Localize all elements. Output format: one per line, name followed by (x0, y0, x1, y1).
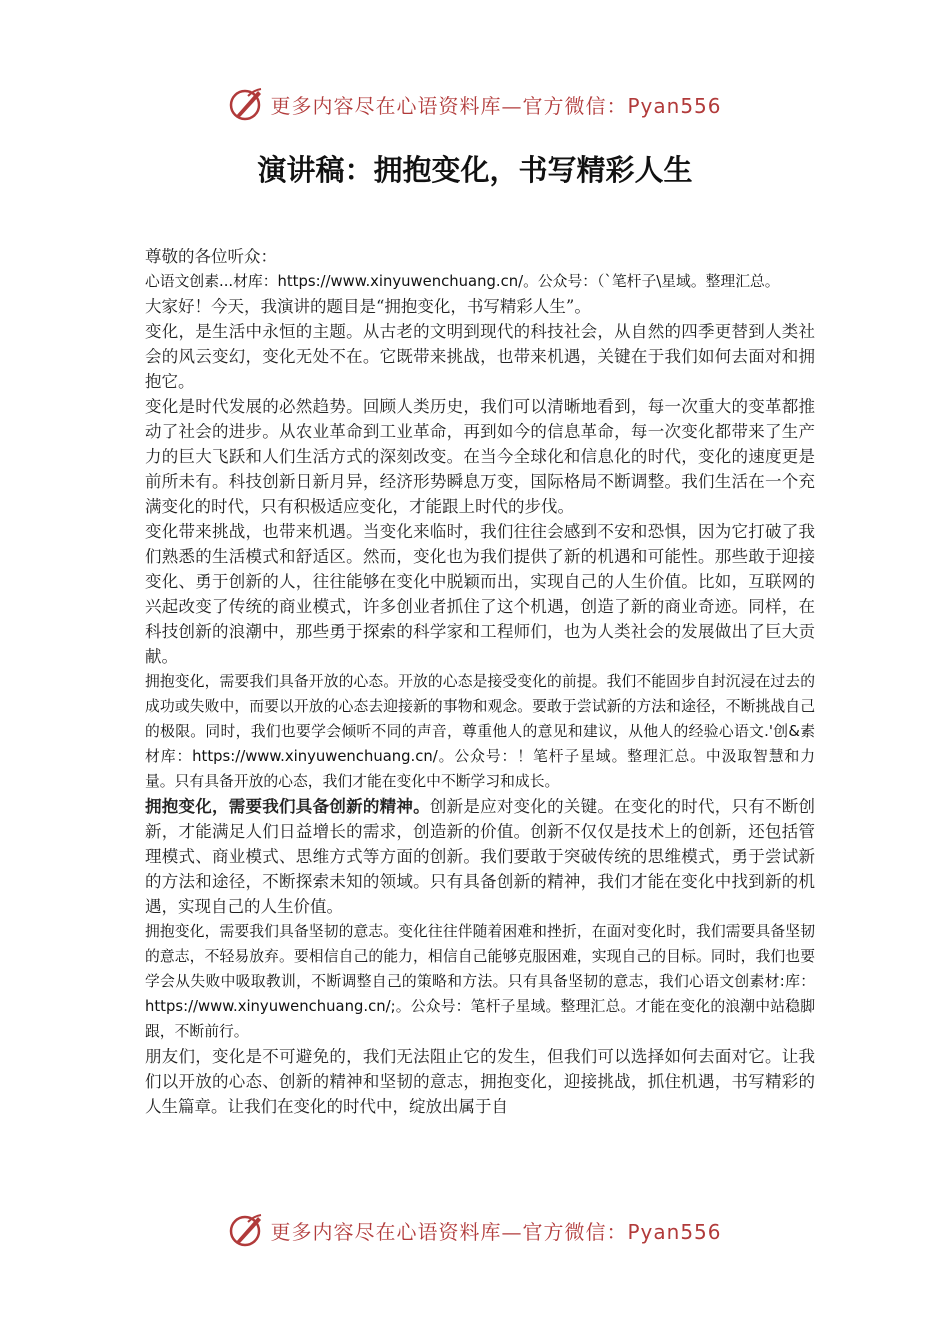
paragraph-change-theme: 变化，是生活中永恒的主题。从古老的文明到现代的科技社会，从自然的四季更替到人类社会的风云变幻，变化无处不在。它既带来挑战，也带来机遇，关键在于我们如何去面对和拥抱它。 (145, 322, 815, 391)
paragraph-innovation-text: 创新是应对变化的关键。在变化的时代，只有不断创新，才能满足人们日益增长的需求，创造新的价值。创新不仅仅是技术上的创新，还包括管理模式、商业模式、思维方式等方面的创新。我们要敢于突破传统的思维模式，勇于尝试新的方法和途径，不断探索未知的领域。只有具备创新的精神，我们才能在变化中找到新的机遇，实现自己的人生价值。 (145, 797, 816, 916)
speech-body (145, 244, 815, 1119)
page-title: 演讲稿：拥抱变化，书写精彩人生 (257, 153, 693, 187)
footer-banner (0, 1210, 950, 1250)
quill-logo-icon (228, 86, 264, 122)
watermark-note-1: 心语文创素...材库：https://www.xinyuwenchuang.cn/。公众号：（`笔杆子\星域。整理汇总。 (145, 273, 780, 290)
header-banner (0, 84, 950, 124)
paragraph-innovation (145, 794, 815, 919)
salutation: 尊敬的各位听众： (145, 247, 277, 266)
banner-text (270, 1216, 721, 1245)
paragraph-perseverance: 拥抱变化，需要我们具备坚韧的意志。变化往往伴随着困难和挫折，在面对变化时，我们需要具备坚韧的意志，不轻易放弃。要相信自己的能力，相信自己能够克服困难，实现自己的目标。同时，我们也要学会从失败中吸取教训，不断调整自己的策略和方法。只有具备坚韧的意志，我们心语文创素材:库：https://www.xinyuwenchuang.cn/;。公众号：笔杆子星域。整理汇总。才能在变化的浪潮中站稳脚跟，不断前行。 (145, 923, 815, 1040)
banner-wechat-id: Pyan556 (627, 1219, 722, 1244)
banner-text (270, 90, 721, 119)
paragraph-open-mind: 拥抱变化，需要我们具备开放的心态。开放的心态是接受变化的前提。我们不能固步自封沉浸在过去的成功或失败中，而要以开放的心态去迎接新的事物和观念。要敢于尝试新的方法和途径，不断挑战自己的极限。同时，我们也要学会倾听不同的声音，尊重他人的意见和建议，从他人的经验心语文.'创&素材库：https://www.xinyuwenchuang.cn/。公众号：！笔杆子星域。整理汇总。中汲取智慧和力量。只有具备开放的心态，我们才能在变化中不断学习和成长。 (145, 673, 815, 790)
banner-wechat-id: Pyan556 (627, 93, 722, 118)
paragraph-opportunity: 变化带来挑战，也带来机遇。当变化来临时，我们往往会感到不安和恐惧，因为它打破了我们熟悉的生活模式和舒适区。然而，变化也为我们提供了新的机遇和可能性。那些敢于迎接变化、勇于创新的人，往往能够在变化中脱颖而出，实现自己的人生价值。比如，互联网的兴起改变了传统的商业模式，许多创业者抓住了这个机遇，创造了新的商业奇迹。同样，在科技创新的浪潮中，那些勇于探索的科学家和工程师们，也为人类社会的发展做出了巨大贡献。 (145, 522, 815, 666)
paragraph-innovation-lead: 拥抱变化，需要我们具备创新的精神。 (145, 797, 430, 816)
banner-label: 更多内容尽在心语资料库—官方微信： (270, 93, 628, 118)
quill-logo-icon (228, 1212, 264, 1248)
banner-label: 更多内容尽在心语资料库—官方微信： (270, 1219, 628, 1244)
paragraph-intro: 大家好！今天，我演讲的题目是“拥抱变化，书写精彩人生”。 (145, 297, 591, 316)
paragraph-trend: 变化是时代发展的必然趋势。回顾人类历史，我们可以清晰地看到，每一次重大的变革都推动了社会的进步。从农业革命到工业革命，再到如今的信息革命，每一次变化都带来了生产力的巨大飞跃和人们生活方式的深刻改变。在当今全球化和信息化的时代，变化的速度更是前所未有。科技创新日新月异，经济形势瞬息万变，国际格局不断调整。我们生活在一个充满变化的时代，只有积极适应变化，才能跟上时代的步伐。 (145, 397, 815, 516)
paragraph-closing: 朋友们，变化是不可避免的，我们无法阻止它的发生，但我们可以选择如何去面对它。让我们以开放的心态、创新的精神和坚韧的意志，拥抱变化，迎接挑战，抓住机遇，书写精彩的人生篇章。让我们在变化的时代中，绽放出属于自 (145, 1047, 815, 1116)
